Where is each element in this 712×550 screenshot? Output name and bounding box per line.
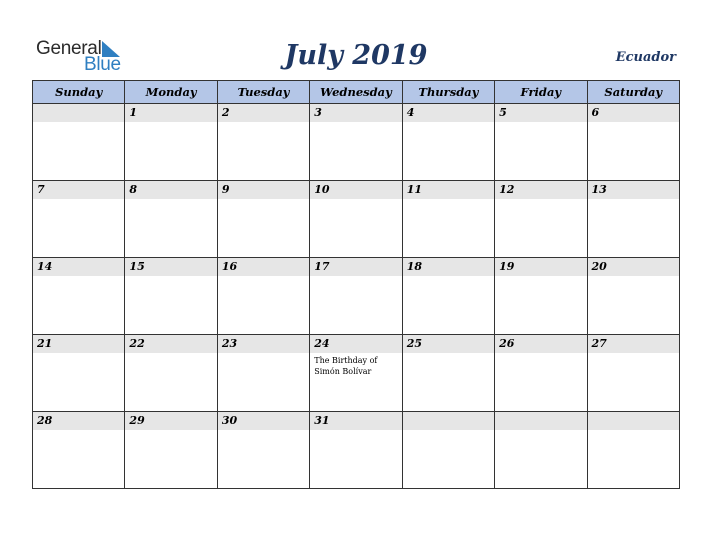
day-number: 8 xyxy=(125,181,216,199)
day-number: 31 xyxy=(310,412,401,430)
day-cell[interactable] xyxy=(495,104,587,181)
day-cell[interactable] xyxy=(495,258,587,335)
day-cell[interactable] xyxy=(310,104,402,181)
weekday-wednesday: Wednesday xyxy=(310,81,402,104)
day-cell[interactable] xyxy=(587,104,679,181)
logo-text-blue: Blue xyxy=(84,54,121,75)
day-cell[interactable] xyxy=(310,412,402,489)
day-number xyxy=(403,412,494,430)
day-number: 14 xyxy=(33,258,124,276)
week-row xyxy=(33,335,680,412)
day-number: 22 xyxy=(125,335,216,353)
day-number: 9 xyxy=(218,181,309,199)
day-number: 27 xyxy=(588,335,679,353)
day-number: 21 xyxy=(33,335,124,353)
holiday-label: The Birthday of Simón Bolívar xyxy=(314,356,378,376)
day-number: 17 xyxy=(310,258,401,276)
weekday-saturday: Saturday xyxy=(587,81,679,104)
weekday-thursday: Thursday xyxy=(402,81,494,104)
day-number: 26 xyxy=(495,335,586,353)
day-cell[interactable] xyxy=(125,412,217,489)
day-number: 20 xyxy=(588,258,679,276)
day-cell[interactable] xyxy=(33,104,125,181)
day-cell[interactable] xyxy=(33,258,125,335)
day-cell[interactable] xyxy=(33,181,125,258)
day-cell[interactable] xyxy=(217,335,309,412)
day-number: 23 xyxy=(218,335,309,353)
day-cell[interactable] xyxy=(402,335,494,412)
day-cell[interactable] xyxy=(125,335,217,412)
weekday-tuesday: Tuesday xyxy=(217,81,309,104)
weekday-sunday: Sunday xyxy=(33,81,125,104)
day-number: 3 xyxy=(310,104,401,122)
day-number xyxy=(588,412,679,430)
day-number: 1 xyxy=(125,104,216,122)
day-number: 13 xyxy=(588,181,679,199)
day-cell[interactable] xyxy=(402,181,494,258)
day-cell[interactable] xyxy=(402,258,494,335)
calendar-body xyxy=(33,104,680,489)
day-number: 11 xyxy=(403,181,494,199)
day-number: 19 xyxy=(495,258,586,276)
day-cell[interactable] xyxy=(33,412,125,489)
day-cell[interactable] xyxy=(310,335,402,412)
week-row xyxy=(33,258,680,335)
day-cell[interactable] xyxy=(587,181,679,258)
day-number: 6 xyxy=(588,104,679,122)
country-name: Ecuador xyxy=(615,50,676,65)
day-cell[interactable] xyxy=(587,412,679,489)
day-cell[interactable] xyxy=(310,258,402,335)
day-number: 25 xyxy=(403,335,494,353)
day-cell[interactable] xyxy=(125,181,217,258)
day-cell[interactable] xyxy=(587,258,679,335)
day-number: 30 xyxy=(218,412,309,430)
week-row xyxy=(33,104,680,181)
day-number: 7 xyxy=(33,181,124,199)
day-cell[interactable] xyxy=(125,258,217,335)
day-cell[interactable] xyxy=(402,412,494,489)
day-number: 24 xyxy=(310,335,401,353)
day-number: 10 xyxy=(310,181,401,199)
calendar-title: July 2019 xyxy=(284,40,428,71)
day-cell[interactable] xyxy=(495,335,587,412)
week-row xyxy=(33,181,680,258)
day-cell[interactable] xyxy=(217,258,309,335)
day-number: 16 xyxy=(218,258,309,276)
day-cell[interactable] xyxy=(310,181,402,258)
day-number: 29 xyxy=(125,412,216,430)
day-number xyxy=(33,104,124,122)
day-cell[interactable] xyxy=(495,412,587,489)
weekday-friday: Friday xyxy=(495,81,587,104)
weekday-monday: Monday xyxy=(125,81,217,104)
day-cell[interactable] xyxy=(587,335,679,412)
day-number: 18 xyxy=(403,258,494,276)
day-cell[interactable] xyxy=(217,104,309,181)
day-number: 2 xyxy=(218,104,309,122)
day-number: 15 xyxy=(125,258,216,276)
week-row xyxy=(33,412,680,489)
day-cell[interactable] xyxy=(33,335,125,412)
day-cell[interactable] xyxy=(217,412,309,489)
day-cell[interactable] xyxy=(495,181,587,258)
day-number: 4 xyxy=(403,104,494,122)
day-number: 28 xyxy=(33,412,124,430)
day-cell[interactable] xyxy=(402,104,494,181)
day-number: 5 xyxy=(495,104,586,122)
weekday-header-row xyxy=(33,81,680,104)
day-cell[interactable] xyxy=(125,104,217,181)
day-number xyxy=(495,412,586,430)
logo-text-general: General xyxy=(36,38,102,59)
day-number: 12 xyxy=(495,181,586,199)
day-cell[interactable] xyxy=(217,181,309,258)
calendar-grid xyxy=(32,80,680,489)
